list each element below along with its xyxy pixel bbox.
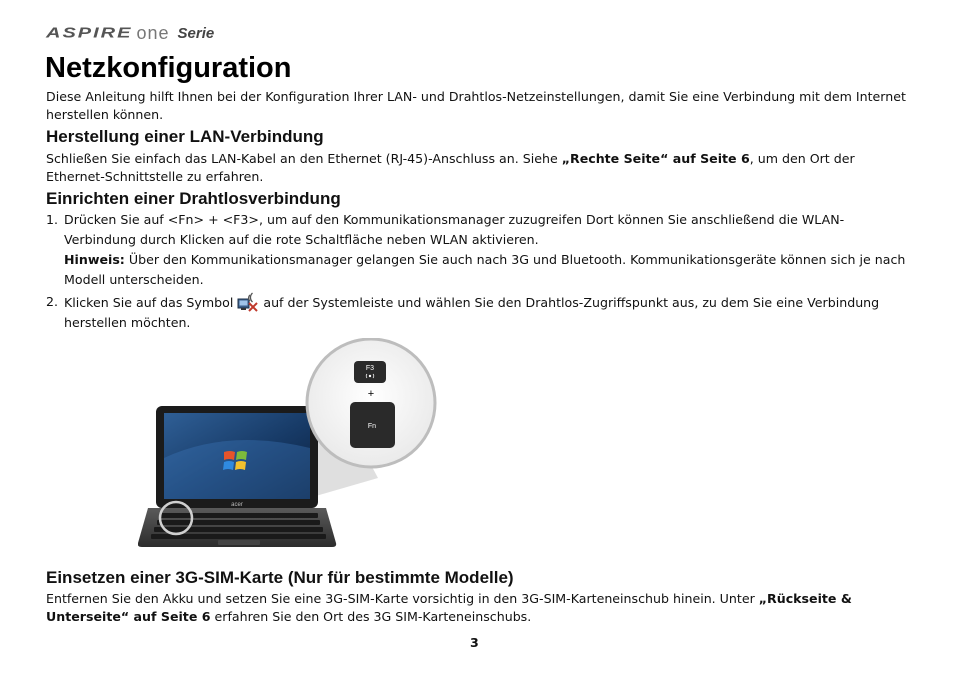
sim-text-before: Entfernen Sie den Akku und setzen Sie eine 3G-SIM-Karte vorsichtig in den 3G-SIM-Karteneinschub hinein. Unter bbox=[46, 591, 759, 606]
wireless-heading: Einrichten einer Drahtlosverbindung bbox=[46, 189, 341, 208]
brand-wordmark: ASPIRE bbox=[46, 24, 133, 41]
step-1-number: 1. bbox=[46, 212, 59, 227]
note-paragraph bbox=[64, 250, 909, 290]
step-2-text bbox=[64, 292, 909, 333]
lan-reference-link[interactable]: „Rechte Seite“ auf Seite 6 bbox=[561, 151, 750, 166]
step-1-text: Drücken Sie auf <Fn> + <F3>, um auf den Kommunikationsmanager zuzugreifen Dort können Sie anschließend die WLAN-Verbindung durch Klicken auf die rote Schaltfläche neben WLAN aktivieren. bbox=[64, 212, 845, 247]
note-label: Hinweis: bbox=[64, 252, 125, 267]
bezel-logo: acer bbox=[231, 502, 243, 508]
page-number: 3 bbox=[470, 635, 479, 650]
step-2-text-after: auf der Systemleiste und wählen Sie den Drahtlos-Zugriffspunkt aus, zu dem Sie eine Verbindung herstellen möchten. bbox=[64, 295, 880, 330]
sim-heading: Einsetzen einer 3G-SIM-Karte (Nur für bestimmte Modelle) bbox=[46, 568, 514, 587]
series-label: Serie bbox=[177, 24, 215, 42]
lan-heading: Herstellung einer LAN-Verbindung bbox=[46, 127, 324, 146]
note-text: Über den Kommunikationsmanager gelangen Sie auch nach 3G und Bluetooth. Kommunikationsgeräte können sich je nach Modell unterscheiden. bbox=[64, 252, 906, 287]
fn-key-label: Fn bbox=[367, 423, 377, 430]
f3-key-label: F3 bbox=[365, 365, 375, 372]
brand-one: one bbox=[136, 22, 170, 43]
lan-text-after: , um den Ort der Ethernet-Schnittstelle zu erfahren. bbox=[46, 151, 855, 184]
brand-logo bbox=[46, 22, 214, 44]
sim-text-after: erfahren Sie den Ort des 3G SIM-Karteneinschubs. bbox=[210, 609, 532, 624]
sim-paragraph bbox=[46, 590, 916, 626]
lan-paragraph bbox=[46, 150, 916, 186]
step-2-text-before: Klicken Sie auf das Symbol bbox=[64, 295, 238, 310]
plus-sign: + bbox=[367, 388, 375, 400]
lan-text-before: Schließen Sie einfach das LAN-Kabel an den Ethernet (RJ-45)-Anschluss an. Siehe bbox=[46, 151, 562, 166]
page-title: Netzkonfiguration bbox=[45, 52, 292, 84]
touchpad bbox=[218, 540, 260, 545]
sim-reference-link[interactable]: „Rückseite & Unterseite“ auf Seite 6 bbox=[46, 591, 852, 624]
step-2-number: 2. bbox=[46, 294, 59, 309]
laptop-illustration bbox=[138, 338, 443, 553]
network-tray-icon[interactable] bbox=[237, 292, 259, 312]
intro-paragraph: Diese Anleitung hilft Ihnen bei der Konfiguration Ihrer LAN- und Drahtlos-Netzeinstellungen, damit Sie eine Verbindung mit dem Internet herstellen können. bbox=[46, 89, 906, 122]
